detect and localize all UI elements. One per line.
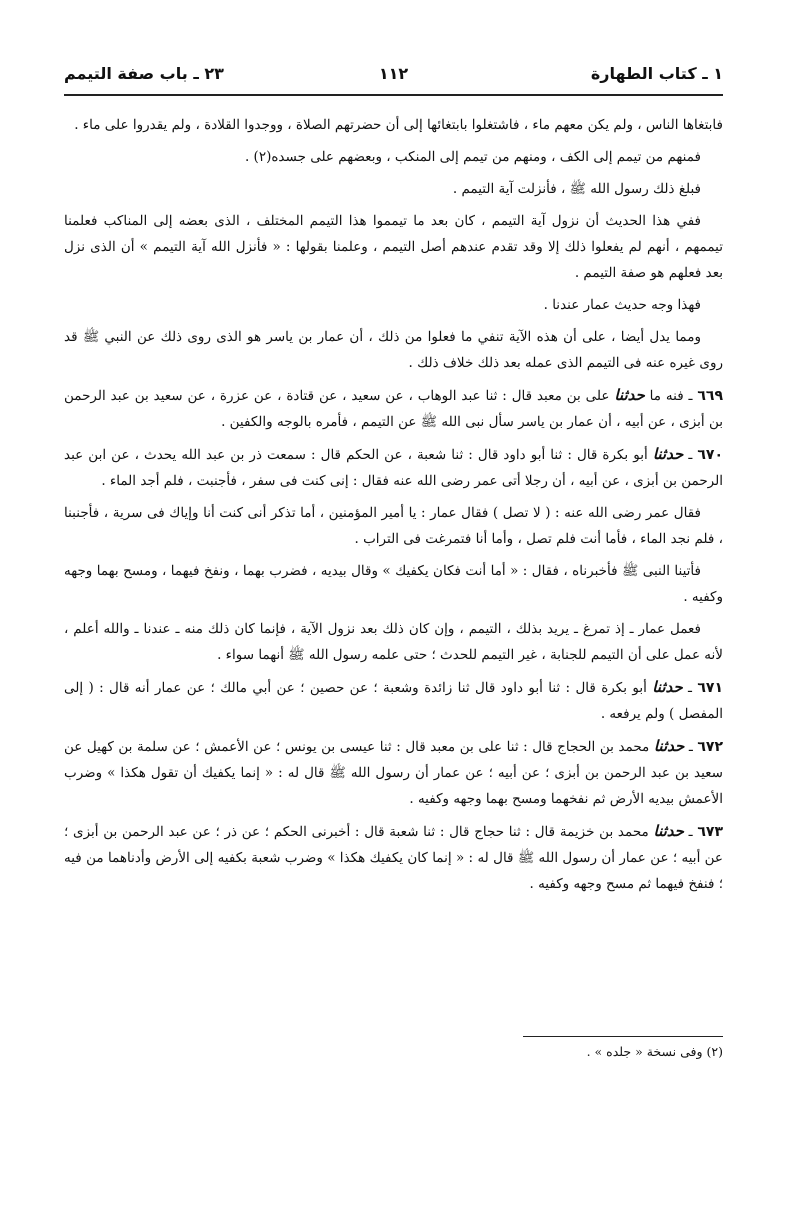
- footnote: (٢) وفى نسخة « جلده » .: [586, 1044, 723, 1059]
- chapter-title: ٢٣ ـ باب صفة التيمم: [64, 64, 224, 83]
- page-number: ١١٢: [378, 64, 409, 83]
- hadith-keyword: حدثنا: [614, 386, 645, 404]
- paragraph: فابتغاها الناس ، ولم يكن معهم ماء ، فاشتغلوا بابتغائها إلى أن حضرتهم الصلاة ، ووجدوا القلادة ، ولم يقدروا على ماء .: [74, 117, 723, 133]
- hadith-number: ٦٧٢: [697, 739, 724, 755]
- header-rule: [64, 94, 723, 96]
- paragraph: فمنهم من تيمم إلى الكف ، ومنهم من تيمم إلى المنكب ، وبعضهم على جسده(٢) .: [244, 149, 701, 165]
- book-title: ١ ـ كتاب الطهارة: [590, 64, 723, 83]
- hadith-lead: ـ فنه ما: [649, 388, 693, 404]
- hadith-lead: ـ: [688, 680, 692, 696]
- paragraph: فعمل عمار ـ إذ تمرغ ـ يريد بذلك ، التيمم ، وإن كان ذلك بعد نزول الآية ، فإنما كان ذلك منه ـ عندنا ـ والله أعلم ، لأنه عمل على أن التيمم للجنابة ، غير التيمم للحدث ؛ حتى علمه رسول الله ﷺ أنهما سواء .: [64, 621, 723, 663]
- hadith-number: ٦٧١: [697, 680, 724, 696]
- hadith-673: [64, 818, 723, 897]
- hadith-number: ٦٧٣: [697, 824, 724, 840]
- hadith-text: محمد بن خزيمة قال : ثنا حجاج قال : ثنا شعبة قال : أخبرنى الحكم ؛ عن ذر ؛ عن عبد الرحمن بن أبزى ؛ عن أبيه ؛ عن عمار أن رسول الله ﷺ قال له : « إنما كان يكفيك هكذا » وضرب شعبة بكفيه إلى الأرض وأدناهما من فيه ؛ فنفخ فيهما ثم مسح وجهه وكفيه .: [64, 824, 723, 892]
- hadith-671: [64, 674, 723, 727]
- hadith-keyword: حدثنا: [653, 737, 685, 755]
- paragraph: فبلغ ذلك رسول الله ﷺ ، فأنزلت آية التيمم .: [452, 181, 701, 197]
- hadith-lead: ـ: [688, 739, 693, 755]
- paragraph: فأتينا النبى ﷺ فأخبرناه ، فقال : « أما أنت فكان يكفيك » وقال بيديه ، فضرب بهما ، ونفخ فيهما ، ومسح بهما وجهه وكفيه .: [64, 563, 723, 605]
- hadith-text: أبو بكرة قال : ثنا أبو داود قال ثنا زائدة وشعبة ؛ عن حصين ؛ عن أبي مالك ؛ عن عمار أنه قال : ( إلى المفصل ) ولم يرفعه .: [64, 680, 723, 722]
- hadith-keyword: حدثنا: [653, 822, 684, 840]
- hadith-text: أبو بكرة قال : ثنا أبو داود قال : ثنا شعبة ، عن الحكم قال : سمعت ذر بن عبد الله يحدث ، عن ابن عبد الرحمن بن أبزى ، عن أبيه ، أن رجلا أتى عمر رضى الله عنه فقال : إنى كنت فى سفر ، فأجنبت ، فلم أجد الماء .: [64, 447, 723, 489]
- paragraph: فهذا وجه حديث عمار عندنا .: [543, 297, 701, 313]
- footnote-rule: [523, 1036, 723, 1037]
- hadith-keyword: حدثنا: [652, 678, 683, 696]
- hadith-number: ٦٧٠: [697, 447, 724, 463]
- hadith-text: محمد بن الحجاج قال : ثنا على بن معبد قال : ثنا عيسى بن يونس ؛ عن الأعمش ؛ عن سلمة بن كهيل عن سعيد بن عبد الرحمن بن أبزى ؛ عن أبيه ؛ عن عمار أن رسول الله ﷺ قال له : « إنما يكفيك أن تقول هكذا » وضرب الأعمش بيديه الأرض ثم نفخهما ومسح بهما وجهه وكفيه .: [64, 739, 723, 807]
- paragraph: ومما يدل أيضا ، على أن هذه الآية تنفي ما فعلوا من ذلك ، أن عمار بن ياسر هو الذى روى ذلك عن النبي ﷺ قد روى غيره عنه فى التيمم الذى عمله بعد ذلك خلاف ذلك .: [64, 329, 723, 371]
- hadith-672: [64, 733, 723, 812]
- hadith-text: على بن معبد قال : ثنا عبد الوهاب ، عن سعيد ، عن قتادة ، عن عزرة ، عن سعيد بن عبد الرحمن بن أبزى ، عن أبيه ، أن عمار بن ياسر سأل نبى الله ﷺ عن التيمم ، فأمره بالوجه والكفين .: [64, 388, 723, 430]
- paragraph: فقال عمر رضى الله عنه : ( لا تصل ) فقال عمار : يا أمير المؤمنين ، أما تذكر أنى كنت أنا وإياك فى سرية ، فأجنبنا ، فلم نجد الماء ، فأما أنت فلم تصل ، وأما أنا فتمرغت فى التراب .: [64, 505, 723, 547]
- hadith-keyword: حدثنا: [652, 445, 684, 463]
- main-text: [64, 112, 723, 903]
- hadith-lead: ـ: [688, 447, 693, 463]
- hadith-number: ٦٦٩: [697, 388, 724, 404]
- hadith-lead: ـ: [688, 824, 693, 840]
- hadith-669: [64, 382, 723, 435]
- hadith-670: [64, 441, 723, 494]
- paragraph: ففي هذا الحديث أن نزول آية التيمم ، كان بعد ما تيمموا هذا التيمم المختلف ، الذى بعضه إلى المناكب فعلمنا تيممهم ، أنهم لم يفعلوا ذلك إلا وقد تقدم عندهم أصل التيمم ، وعلمنا بقولها : « فأنزل الله آية التيمم » أن الذى نزل بعد فعلهم هو صفة التيمم .: [64, 213, 723, 281]
- page-header: [64, 60, 723, 88]
